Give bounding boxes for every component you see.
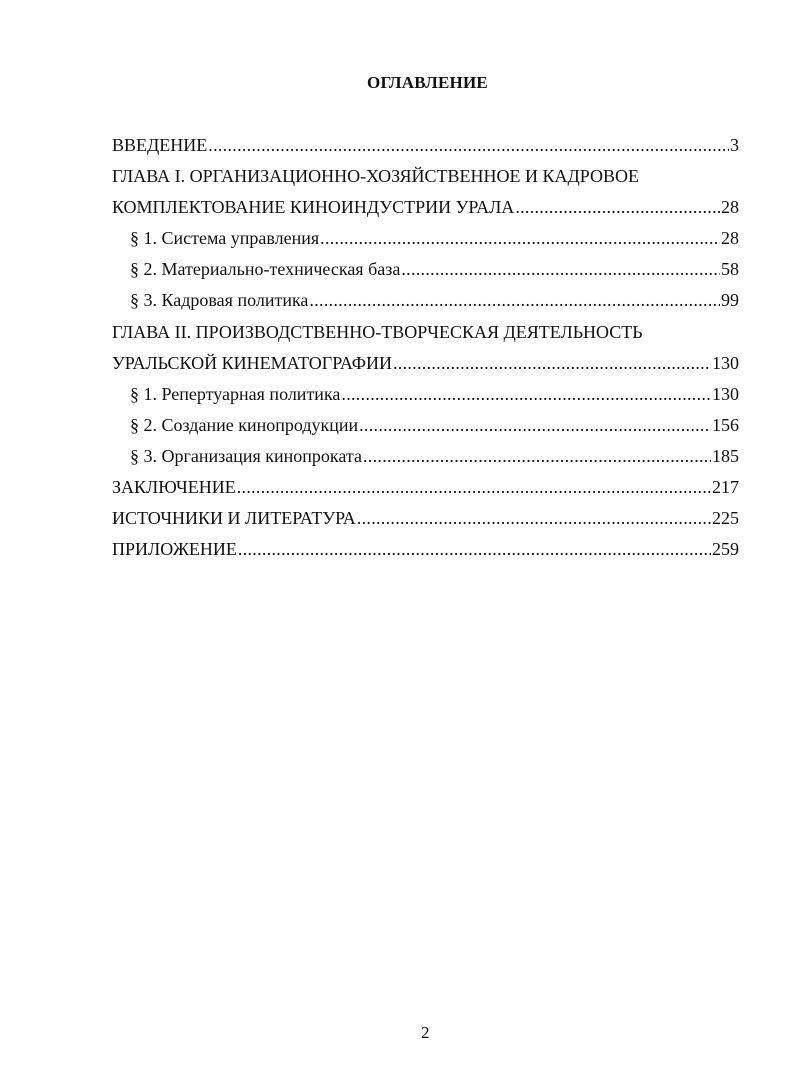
leader-dots	[309, 285, 720, 316]
toc-entry-text: § 3. Организация кинопроката	[130, 445, 362, 466]
toc-entry-chapter-1-line1[interactable]	[112, 161, 739, 192]
toc-entry-section[interactable]	[112, 223, 739, 254]
toc-entry-page: 58	[721, 259, 739, 280]
leader-dots	[341, 379, 711, 410]
toc-entry-page: 259	[712, 539, 739, 560]
toc-entry-text: § 2. Создание кинопродукции	[130, 414, 359, 435]
leader-dots	[237, 472, 711, 503]
toc-entry-text: ВВЕДЕНИЕ	[112, 135, 208, 155]
toc-entry-chapter-1[interactable]	[112, 192, 739, 223]
toc-entry-text: ЗАКЛЮЧЕНИЕ	[112, 477, 236, 498]
toc-entry-text: ИСТОЧНИКИ И ЛИТЕРАТУРА	[112, 508, 356, 529]
leader-dots	[359, 410, 711, 441]
toc-entry-section[interactable]	[112, 379, 739, 410]
toc-entry-page: 99	[721, 290, 739, 311]
toc-entry-page: 156	[712, 414, 739, 435]
toc-entry-page: 130	[712, 383, 739, 404]
toc-entry-page: 217	[712, 477, 739, 498]
toc-entry-conclusion[interactable]	[112, 472, 739, 503]
toc-entry-section[interactable]	[112, 441, 739, 472]
leader-dots	[357, 503, 711, 534]
toc-entry-text: ПРИЛОЖЕНИЕ	[112, 539, 237, 560]
leader-dots	[515, 192, 720, 223]
toc-entry-text: ГЛАВА I. ОРГАНИЗАЦИОННО-ХОЗЯЙСТВЕННОЕ И КАДРОВОЕ	[112, 166, 640, 187]
table-of-contents	[112, 130, 739, 565]
toc-entry-page: 185	[712, 445, 739, 466]
page-title: ОГЛАВЛЕНИЕ	[367, 73, 488, 92]
toc-entry-text: § 1. Система управления	[130, 228, 320, 249]
leader-dots	[393, 348, 711, 379]
toc-entry-chapter-2[interactable]	[112, 348, 739, 379]
toc-entry-page: 28	[721, 197, 739, 218]
toc-entry-text: УРАЛЬСКОЙ КИНЕМАТОГРАФИИ	[112, 352, 392, 373]
leader-dots	[238, 534, 711, 565]
toc-entry-appendix[interactable]	[112, 534, 739, 565]
toc-entry-section[interactable]	[112, 285, 739, 316]
toc-entry-text: § 3. Кадровая политика	[130, 290, 309, 311]
leader-dots	[401, 254, 720, 285]
toc-entry-chapter-2-line1[interactable]	[112, 317, 739, 348]
page-number: 2	[421, 1023, 430, 1042]
toc-entry-text: § 1. Репертуарная политика	[130, 383, 341, 404]
toc-entry-page: 28	[721, 228, 739, 249]
toc-entry-section[interactable]	[112, 410, 739, 441]
toc-entry-page: 130	[712, 352, 739, 373]
toc-entry-text: § 2. Материально-техническая база	[130, 259, 401, 280]
toc-entry-text: ГЛАВА II. ПРОИЗВОДСТВЕННО-ТВОРЧЕСКАЯ ДЕЯТЕЛЬНОСТЬ	[112, 321, 643, 342]
leader-dots	[363, 441, 711, 472]
toc-entry-introduction[interactable]	[112, 130, 739, 161]
toc-entry-section[interactable]	[112, 254, 739, 285]
leader-dots	[320, 223, 720, 254]
toc-entry-text: КОМПЛЕКТОВАНИЕ КИНОИНДУСТРИИ УРАЛА	[112, 197, 515, 218]
toc-entry-sources[interactable]	[112, 503, 739, 534]
leader-dots	[208, 130, 729, 161]
toc-entry-page: 225	[712, 508, 739, 529]
toc-entry-page: 3	[730, 135, 739, 155]
